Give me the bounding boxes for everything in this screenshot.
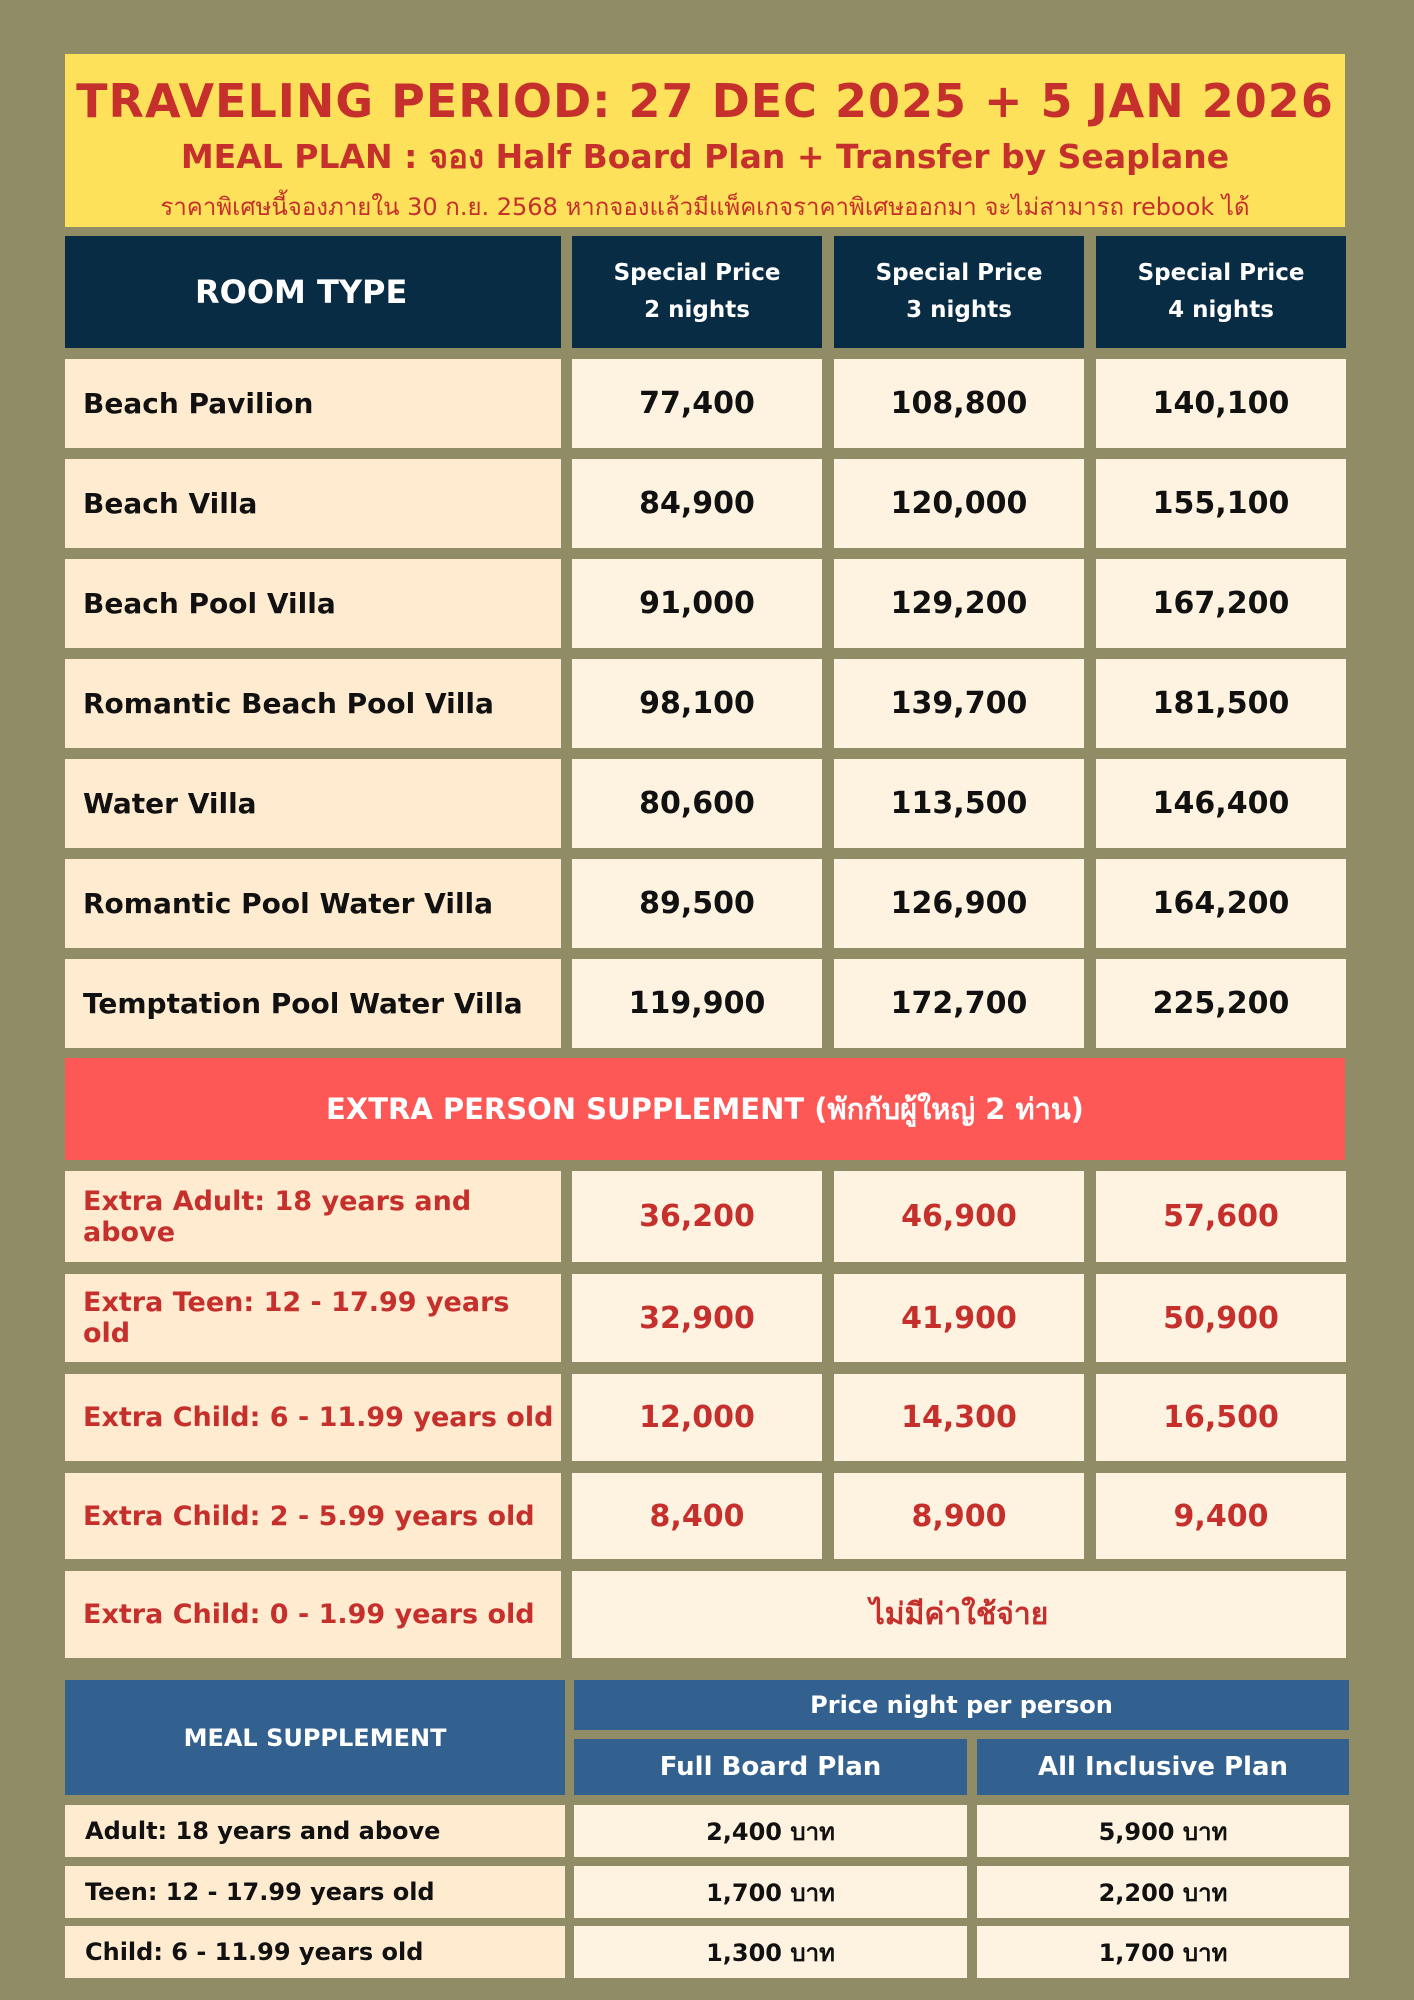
extra-person-price: 41,900 bbox=[834, 1274, 1084, 1362]
extra-person-price: 57,600 bbox=[1096, 1171, 1346, 1262]
meal-price: 2,400 บาท bbox=[574, 1805, 967, 1857]
room-price: 146,400 bbox=[1096, 759, 1346, 848]
room-price: 140,100 bbox=[1096, 359, 1346, 448]
meal-price: 2,200 บาท bbox=[977, 1866, 1349, 1918]
room-price: 108,800 bbox=[834, 359, 1084, 448]
column-header-line1: Special Price bbox=[613, 260, 781, 286]
header-banner bbox=[65, 54, 1345, 227]
meal-price: 5,900 บาท bbox=[977, 1805, 1349, 1857]
column-header-line1: Special Price bbox=[875, 260, 1043, 286]
room-price: 155,100 bbox=[1096, 459, 1346, 548]
room-price: 139,700 bbox=[834, 659, 1084, 748]
meal-price: 1,700 บาท bbox=[574, 1866, 967, 1918]
extra-person-price: 50,900 bbox=[1096, 1274, 1346, 1362]
room-price: 126,900 bbox=[834, 859, 1084, 948]
room-price: 80,600 bbox=[572, 759, 822, 848]
extra-person-label: Extra Child: 2 - 5.99 years old bbox=[65, 1473, 561, 1559]
all-inclusive-plan-header: All Inclusive Plan bbox=[977, 1739, 1349, 1795]
room-name: Temptation Pool Water Villa bbox=[65, 959, 561, 1048]
extra-person-label: Extra Child: 6 - 11.99 years old bbox=[65, 1374, 561, 1461]
meal-age-label: Teen: 12 - 17.99 years old bbox=[65, 1866, 565, 1918]
extra-person-price: 36,200 bbox=[572, 1171, 822, 1262]
column-header-line2: 4 nights bbox=[1168, 297, 1274, 323]
room-price: 91,000 bbox=[572, 559, 822, 648]
page-title: TRAVELING PERIOD: 27 DEC 2025 + 5 JAN 2026 bbox=[76, 74, 1334, 128]
meal-plan-subtitle: MEAL PLAN : จอง Half Board Plan + Transfer by Seaplane bbox=[180, 137, 1230, 176]
meal-price: 1,700 บาท bbox=[977, 1926, 1349, 1978]
extra-person-price: 12,000 bbox=[572, 1374, 822, 1461]
room-price: 98,100 bbox=[572, 659, 822, 748]
room-price: 172,700 bbox=[834, 959, 1084, 1048]
meal-price: 1,300 บาท bbox=[574, 1926, 967, 1978]
extra-person-price: 32,900 bbox=[572, 1274, 822, 1362]
extra-person-label: Extra Teen: 12 - 17.99 years old bbox=[65, 1274, 561, 1362]
room-name: Beach Villa bbox=[65, 459, 561, 548]
room-price: 164,200 bbox=[1096, 859, 1346, 948]
column-header-line2: 2 nights bbox=[644, 297, 750, 323]
column-header-2-nights bbox=[572, 236, 822, 348]
room-price: 84,900 bbox=[572, 459, 822, 548]
extra-person-price: 8,400 bbox=[572, 1473, 822, 1559]
room-name: Beach Pool Villa bbox=[65, 559, 561, 648]
price-per-person-header: Price night per person bbox=[574, 1680, 1349, 1730]
room-price: 167,200 bbox=[1096, 559, 1346, 648]
room-price: 113,500 bbox=[834, 759, 1084, 848]
column-header-line1: Special Price bbox=[1137, 260, 1305, 286]
extra-person-price: 14,300 bbox=[834, 1374, 1084, 1461]
room-price: 181,500 bbox=[1096, 659, 1346, 748]
meal-age-label: Child: 6 - 11.99 years old bbox=[65, 1926, 565, 1978]
room-type-header: ROOM TYPE bbox=[65, 236, 561, 348]
extra-person-price: 8,900 bbox=[834, 1473, 1084, 1559]
extra-person-price: 9,400 bbox=[1096, 1473, 1346, 1559]
room-name: Water Villa bbox=[65, 759, 561, 848]
column-header-4-nights bbox=[1096, 236, 1346, 348]
room-price: 77,400 bbox=[572, 359, 822, 448]
extra-person-label: Extra Adult: 18 years and above bbox=[65, 1171, 561, 1262]
room-name: Beach Pavilion bbox=[65, 359, 561, 448]
extra-person-price: 46,900 bbox=[834, 1171, 1084, 1262]
room-name: Romantic Beach Pool Villa bbox=[65, 659, 561, 748]
extra-person-label: Extra Child: 0 - 1.99 years old bbox=[65, 1571, 561, 1658]
meal-age-label: Adult: 18 years and above bbox=[65, 1805, 565, 1857]
extra-person-banner: EXTRA PERSON SUPPLEMENT (พักกับผู้ใหญ่ 2 ท่าน) bbox=[65, 1058, 1345, 1160]
column-header-3-nights bbox=[834, 236, 1084, 348]
room-price: 225,200 bbox=[1096, 959, 1346, 1048]
room-price: 119,900 bbox=[572, 959, 822, 1048]
full-board-plan-header: Full Board Plan bbox=[574, 1739, 967, 1795]
meal-supplement-header: MEAL SUPPLEMENT bbox=[65, 1680, 565, 1795]
booking-note: ราคาพิเศษนี้จองภายใน 30 ก.ย. 2568 หากจองแล้วมีแพ็คเกจราคาพิเศษออกมา จะไม่สามารถ rebook ได้ bbox=[160, 193, 1250, 221]
column-header-line2: 3 nights bbox=[906, 297, 1012, 323]
free-of-charge-value: ไม่มีค่าใช้จ่าย bbox=[572, 1571, 1346, 1658]
room-price: 129,200 bbox=[834, 559, 1084, 648]
room-price: 89,500 bbox=[572, 859, 822, 948]
room-name: Romantic Pool Water Villa bbox=[65, 859, 561, 948]
extra-person-price: 16,500 bbox=[1096, 1374, 1346, 1461]
room-price: 120,000 bbox=[834, 459, 1084, 548]
